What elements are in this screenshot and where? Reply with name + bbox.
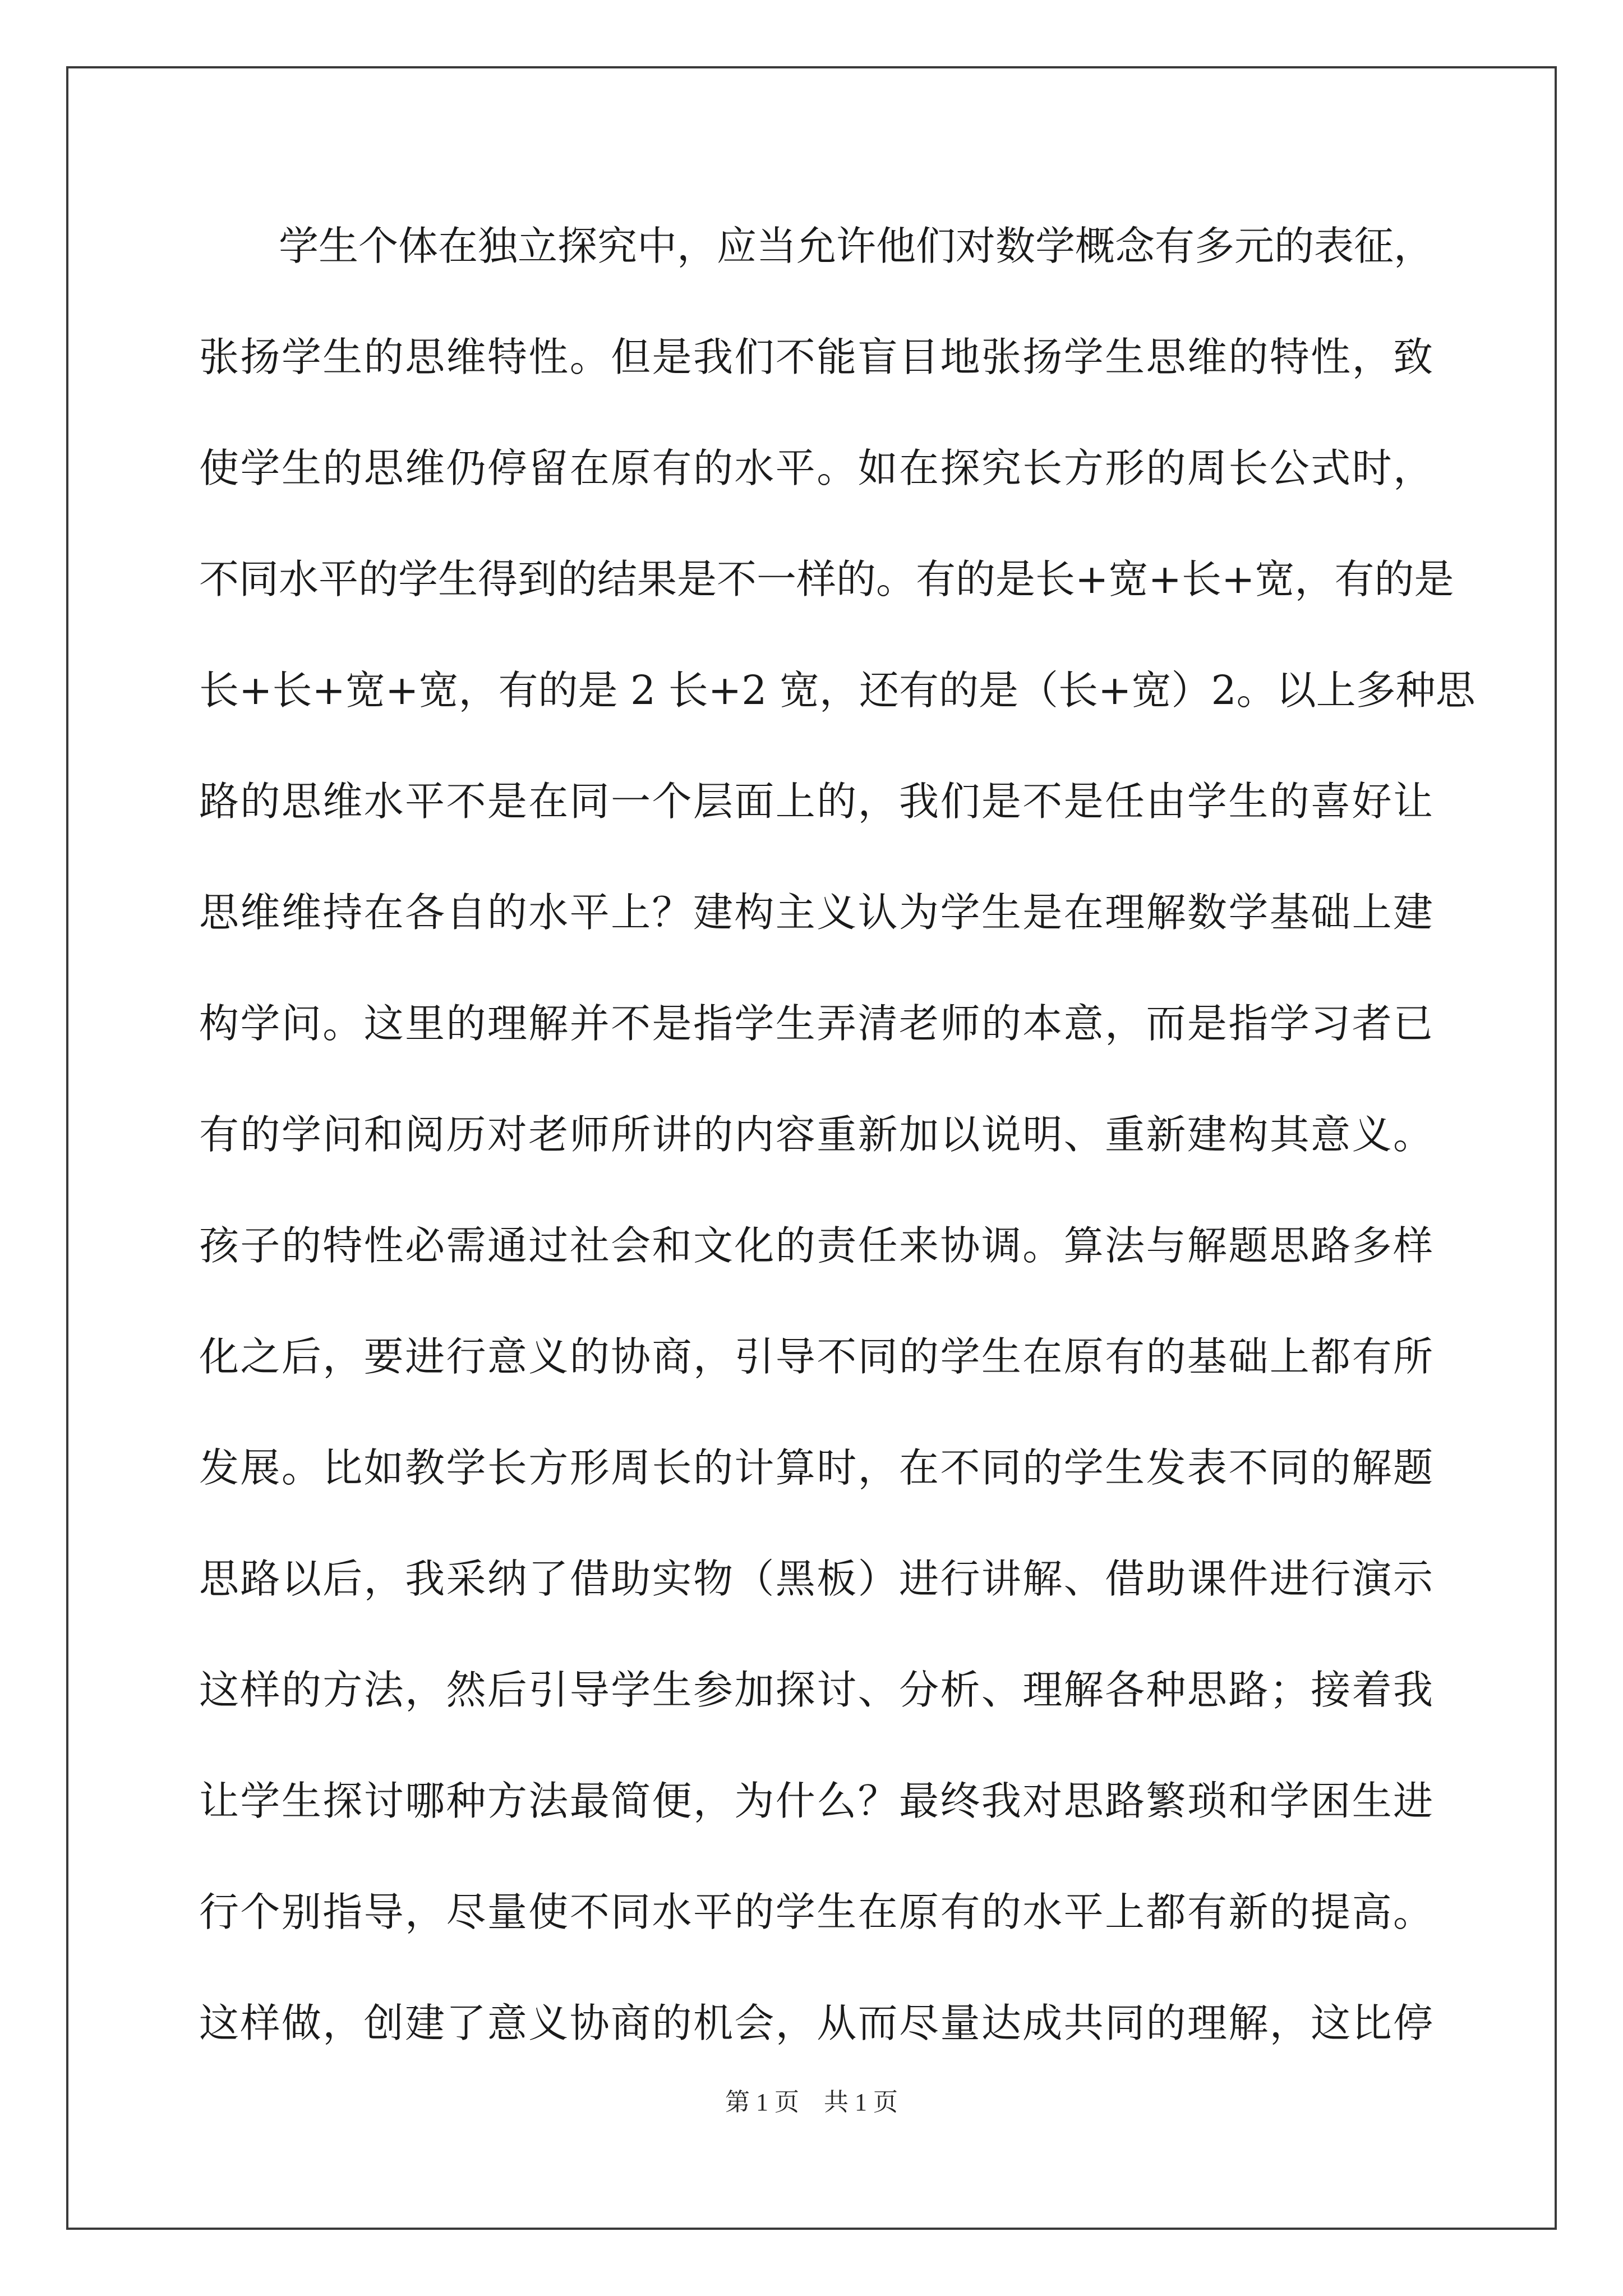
body-paragraph [199, 191, 1476, 2079]
paragraph-line: 思路以后，我采纳了借助实物（黑板）进行讲解、借助课件进行演示 [199, 1556, 1433, 1602]
paragraph-line: 路的思维水平不是在同一个层面上的，我们是不是任由学生的喜好让 [199, 778, 1433, 825]
paragraph-line: 孩子的特性必需通过社会和文化的责任来协调。算法与解题思路多样 [199, 1222, 1433, 1269]
paragraph-line: 学生个体在独立探究中，应当允许他们对数学概念有多元的表征， [279, 223, 1434, 269]
paragraph-line: 这样的方法，然后引导学生参加探讨、分析、理解各种思路；接着我 [199, 1667, 1433, 1713]
page-total: 共 1 页 [824, 2088, 898, 2116]
paragraph-line: 构学问。这里的理解并不是指学生弄清老师的本意，而是指学习者已 [199, 1000, 1433, 1047]
paragraph-line: 这样做，创建了意义协商的机会，从而尽量达成共同的理解，这比停 [199, 2000, 1433, 2046]
paragraph-line: 让学生探讨哪种方法最简便，为什么？最终我对思路繁琐和学困生进 [199, 1778, 1433, 1824]
paragraph-line: 行个别指导，尽量使不同水平的学生在原有的水平上都有新的提高。 [199, 1889, 1433, 1935]
paragraph-line: 发展。比如教学长方形周长的计算时，在不同的学生发表不同的解题 [199, 1444, 1433, 1491]
paragraph-line: 化之后，要进行意义的协商，引导不同的学生在原有的基础上都有所 [199, 1333, 1433, 1380]
paragraph-line: 不同水平的学生得到的结果是不一样的。有的是长+宽+长+宽，有的是 [199, 556, 1454, 602]
paragraph-line: 张扬学生的思维特性。但是我们不能盲目地张扬学生思维的特性，致 [199, 334, 1433, 380]
page-footer [0, 2086, 1623, 2119]
paragraph-line: 有的学问和阅历对老师所讲的内容重新加以说明、重新建构其意义。 [199, 1111, 1433, 1158]
paragraph-line: 思维维持在各自的水平上？建构主义认为学生是在理解数学基础上建 [199, 889, 1433, 936]
page-number: 第 1 页 [725, 2088, 799, 2116]
paragraph-line: 长+长+宽+宽，有的是 2 长+2 宽，还有的是（长+宽）2。以上多种思 [199, 667, 1476, 714]
paragraph-line: 使学生的思维仍停留在原有的水平。如在探究长方形的周长公式时， [199, 445, 1433, 491]
